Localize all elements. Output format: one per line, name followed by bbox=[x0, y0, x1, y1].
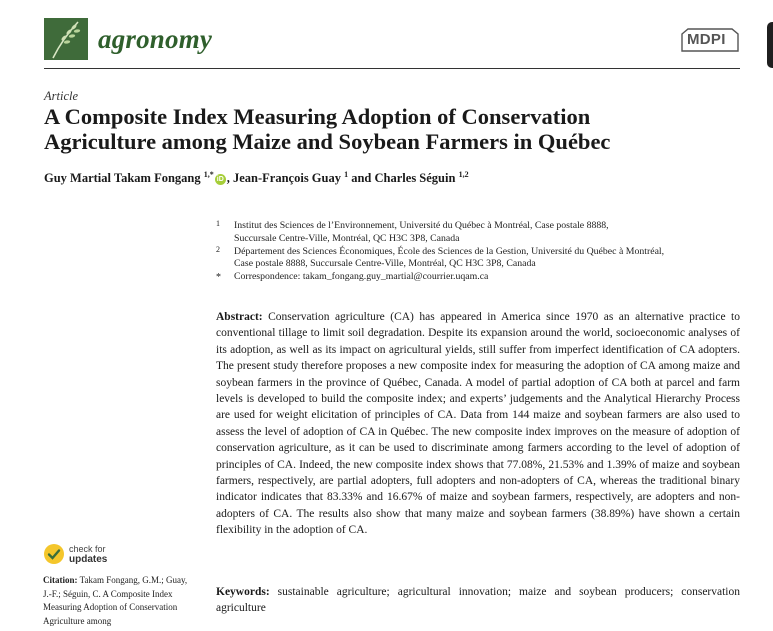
author-2-affil: 1 bbox=[344, 169, 349, 179]
mdpi-logo bbox=[680, 27, 740, 53]
keywords bbox=[216, 584, 740, 617]
affiliation-2-line-2: Case postale 8888, Succursale Centre-Ville, Montréal, QC H3C 3P8, Canada bbox=[234, 258, 536, 270]
author-list: Guy Martial Takam Fongang $^{1,*}$iD , Jean-François Guay $^1$ and Charles Séguin $^{1,2}$ bbox=[44, 169, 469, 185]
wheat-icon bbox=[44, 18, 88, 60]
affiliations bbox=[216, 220, 756, 284]
journal-header bbox=[44, 18, 740, 68]
affiliation-2-line-1: Département des Sciences Économiques, École des Sciences de la Gestion, Université du Québec à Montréal, bbox=[234, 245, 665, 257]
affiliation-1-mark: 1 bbox=[216, 219, 220, 228]
author-2-name: Jean-François Guay bbox=[233, 171, 341, 185]
article-type-label: Article bbox=[44, 89, 79, 103]
author-3-affil: 1,2 bbox=[458, 169, 469, 179]
check-updates-line-2: updates bbox=[69, 554, 108, 565]
journal-name: agronomy bbox=[98, 24, 213, 54]
affiliation-1-line-2: Succursale Centre-Ville, Montréal, QC H3C 3P8, Canada bbox=[234, 232, 460, 244]
affiliation-2 bbox=[216, 246, 756, 272]
abstract bbox=[216, 309, 740, 539]
abstract-label: Abstract: bbox=[216, 311, 263, 323]
check-updates-line-1: check for bbox=[69, 544, 106, 554]
orcid-icon[interactable]: iD bbox=[216, 176, 224, 183]
author-1-name: Guy Martial Takam Fongang bbox=[44, 171, 201, 185]
citation-label: Citation: bbox=[43, 575, 78, 585]
correspondence bbox=[216, 271, 756, 284]
header-divider bbox=[44, 68, 740, 69]
author-1-affil: 1,* bbox=[203, 169, 214, 179]
article-title-line-2: Agriculture among Maize and Soybean Farmers in Québec bbox=[44, 129, 611, 154]
correspondence-line[interactable]: Correspondence: takam_fongang.guy_martial@courrier.uqam.ca bbox=[234, 271, 489, 283]
abstract-text: Conservation agriculture (CA) has appeared in America since 1970 as an alternative practice to conventional tillage to limit soil degradation. Despite its expansion around the world, socioeconomic analyses of its adoption, as well as its impact on agricultural yields, still suffer from imperfect identification of CA adopters. The present study therefore proposes a new composite index for measuring the adoption of CA among maize and soybean farmers in the province of Québec, Canada. A model of partial adoption of CA both at parcel and farm levels is developed to build the composite index; and experts’ judgements and the Analytical Hierarchy Process are used for weight elicitation of principles of CA. Data from 144 maize and soybean farmers are also used to assess the level of adoption of CA in Québec. The new composite index improves on the measure of adoption of conservation agriculture, as it can be used to discriminate among farmers according to the level of adoption of principles of CA. Indeed, the new composite index shows that 77.08%, 21.53% and 1.39% of maize and soybean farmers, respectively, are partial adopters, full adopters and non-adopters of CA, whereas the traditional binary indicator indicates that 83.33% and 16.67% of maize and soybean farmers, respectively, are adopters and non-adopters of CA. The results also show that many maize and soybean farmers (38.89%) have shown a certain flexibility in the adoption of CA. bbox=[216, 311, 740, 537]
window-edge-tab bbox=[767, 22, 773, 68]
keywords-label: Keywords: bbox=[216, 586, 270, 598]
correspondence-mark: * bbox=[216, 272, 221, 284]
citation-block bbox=[43, 574, 195, 629]
citation-text: Takam Fongang, G.M.; Guay, J.-F.; Séguin, C. A Composite Index Measuring Adoption of Conservation Agriculture among bbox=[43, 575, 188, 627]
affiliation-1 bbox=[216, 220, 756, 246]
article-title-line-1: A Composite Index Measuring Adoption of Conservation bbox=[44, 104, 591, 129]
article-title bbox=[44, 104, 744, 154]
check-for-updates-badge[interactable] bbox=[43, 543, 153, 569]
affiliation-2-mark: 2 bbox=[216, 244, 220, 254]
author-joiner: and bbox=[351, 171, 372, 185]
mdpi-logo-text: MDPI bbox=[687, 31, 726, 48]
check-updates-icon bbox=[43, 543, 65, 565]
keywords-text: sustainable agriculture; agricultural innovation; maize and soybean producers; conservation agriculture bbox=[216, 586, 741, 615]
affiliation-1-line-1: Institut des Sciences de l’Environnement, Université du Québec à Montréal, Case postale 8888, bbox=[234, 220, 609, 231]
author-3-name: Charles Séguin bbox=[374, 171, 456, 185]
